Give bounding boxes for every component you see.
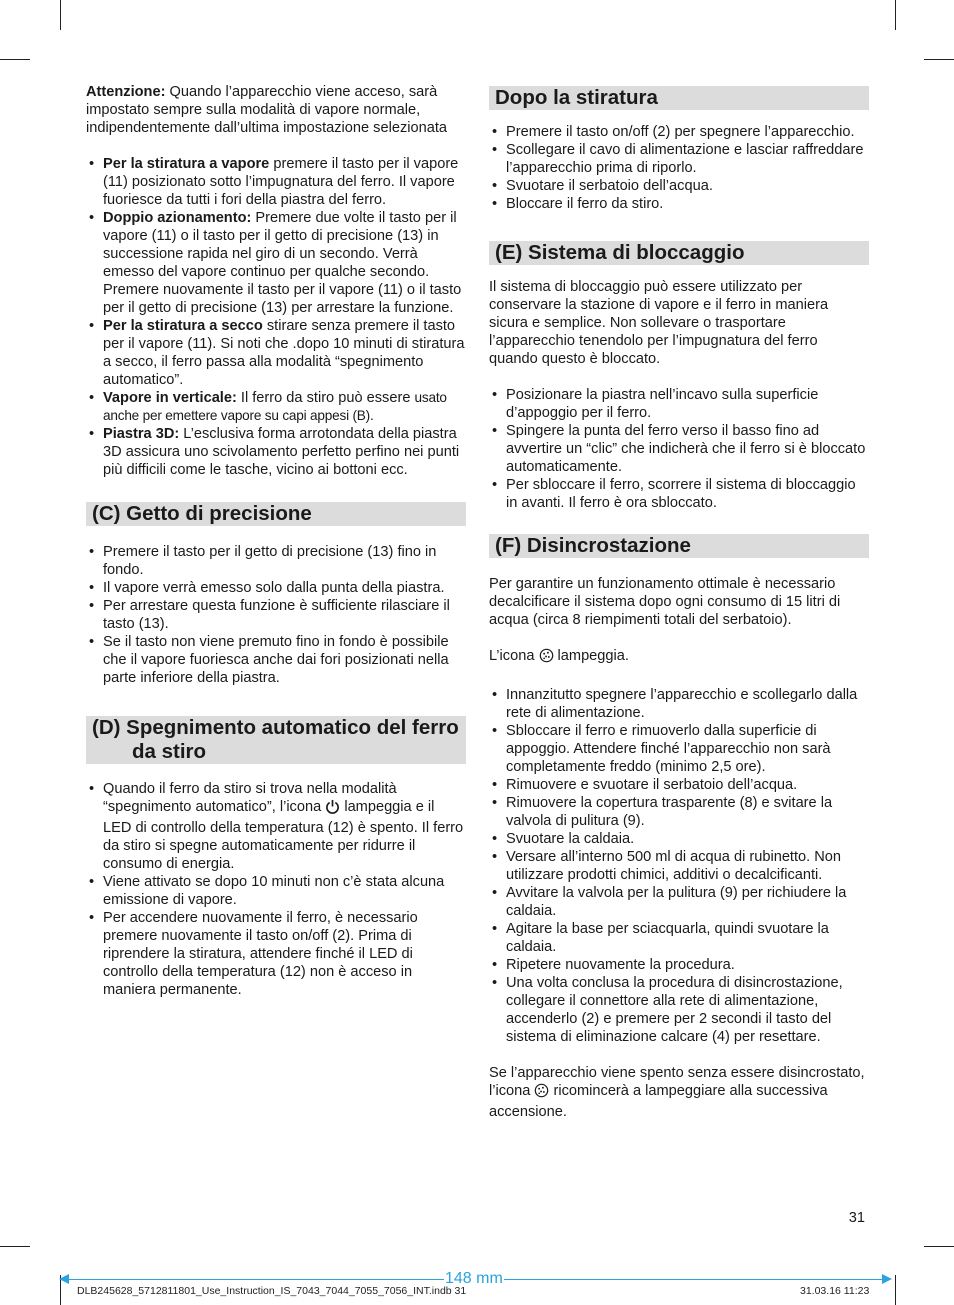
- list-item: [86, 389, 466, 425]
- section-f-outro: [489, 1064, 869, 1121]
- bullet-text: stirare senza premere il tasto per il vapore (11). Si noti che .dopo 10 minuti di stiratura a secco, il ferro passa alla modalità “spegnimento automatico”.: [103, 318, 465, 388]
- outro-text: ricomincerà a lampeggiare alla successiva accensione.: [489, 1083, 828, 1120]
- note-text: lampeggia.: [553, 648, 629, 664]
- power-icon: [325, 799, 340, 819]
- descale-icon: [539, 648, 554, 668]
- steam-bullets: [86, 155, 466, 479]
- arrow-left-icon: [59, 1274, 69, 1284]
- descale-icon-note: [489, 647, 869, 668]
- list-item: • Viene attivato se dopo 10 minuti non c’è stata alcuna emissione di vapore.: [86, 873, 466, 909]
- list-item: • Il vapore verrà emesso solo dalla punta della piastra.: [86, 579, 466, 597]
- list-item: [86, 155, 466, 209]
- list-item: [86, 209, 466, 317]
- crop-mark: [895, 0, 896, 30]
- left-column: [86, 83, 466, 999]
- list-item: • Avvitare la valvola per la pulitura (9) per richiudere la caldaia.: [489, 884, 869, 920]
- bullet-label: Per la stiratura a secco: [103, 318, 263, 334]
- section-heading-d: (D) Spegnimento automatico del ferro da stiro: [86, 716, 466, 764]
- list-item: • Svuotare la caldaia.: [489, 830, 869, 848]
- list-item: • Innanzitutto spegnere l’apparecchio e scollegarlo dalla rete di alimentazione.: [489, 686, 869, 722]
- page-number: 31: [848, 1210, 865, 1226]
- footer-file-name: DLB245628_5712811801_Use_Instruction_IS_7043_7044_7055_7056_INT.indb 31: [77, 1285, 467, 1297]
- dopo-list: [489, 123, 869, 213]
- bullet-label: Per la stiratura a vapore: [103, 156, 270, 172]
- list-item: • Una volta conclusa la procedura di disincrostazione, collegare il connettore alla rete di alimentazione, accenderlo (2) e premere per 2 secondi il tasto del sistema di eliminazione calcare (4) per resettare.: [489, 974, 869, 1046]
- list-item: • Rimuovere e svuotare il serbatoio dell’acqua.: [489, 776, 869, 794]
- bullet-text: L’esclusiva forma arrotondata della piastra 3D assicura uno scivolamento perfetto perfino nei punti più difficili come le tasche, vicino ai bottoni ecc.: [103, 426, 460, 478]
- list-item: [86, 780, 466, 873]
- list-item: • Rimuovere la copertura trasparente (8) e svitare la valvola di pulitura (9).: [489, 794, 869, 830]
- list-item: • Sbloccare il ferro e rimuoverlo dalla superficie di appoggio. Attendere finché l’apparecchio non sarà completamente freddo (minimo 2,5 ore).: [489, 722, 869, 776]
- list-item: • Premere il tasto on/off (2) per spegnere l’apparecchio.: [489, 123, 869, 141]
- footer-date: 31.03.16 11:23: [800, 1285, 870, 1297]
- note-text: L’icona: [489, 648, 539, 664]
- bullet-label: Doppio azionamento:: [103, 210, 252, 226]
- section-e-intro: Il sistema di bloccaggio può essere utilizzato per conservare la stazione di vapore e il ferro in maniera sicura e semplice. Non sollevare o trasportare l’apparecchio tenendolo per l’impugnatura del ferro quando questo è bloccato.: [489, 279, 829, 367]
- list-item: • Premere il tasto per il getto di precisione (13) fino in fondo.: [86, 543, 466, 579]
- descale-icon: [534, 1083, 549, 1103]
- section-d-list: [86, 780, 466, 999]
- measure-label: 148 mm: [445, 1270, 503, 1287]
- attention-text: Quando l’apparecchio viene acceso, sarà impostato sempre sulla modalità di vapore normale, indipendentemente dall’ultima impostazione selezionata: [86, 84, 448, 136]
- section-c-list: [86, 543, 466, 687]
- item-text: Quando il ferro da stiro si trova nella modalità “spegnimento automatico”, l’icona: [103, 781, 397, 815]
- list-item: • Agitare la base per sciacquarla, quindi svuotare la caldaia.: [489, 920, 869, 956]
- section-f-intro: Per garantire un funzionamento ottimale è necessario decalcificare il sistema dopo ogni consumo di 15 litri di acqua (circa 8 riempimenti totali del serbatoio).: [489, 576, 841, 628]
- list-item: • Spingere la punta del ferro verso il basso fino ad avvertire un “clic” che indicherà che il ferro si è bloccato automaticamente.: [489, 422, 869, 476]
- section-e-list: [489, 386, 869, 512]
- list-item: • Versare all’interno 500 ml di acqua di rubinetto. Non utilizzare prodotti chimici, additivi o decalcificanti.: [489, 848, 869, 884]
- list-item: [86, 317, 466, 389]
- list-item: • Se il tasto non viene premuto fino in fondo è possibile che il vapore fuoriesca anche dai fori posizionati nella parte inferiore della piastra.: [86, 633, 466, 687]
- attention-note: [86, 83, 466, 137]
- list-item: • Svuotare il serbatoio dell’acqua.: [489, 177, 869, 195]
- outro-text: Se l’apparecchio viene spento senza essere disincrostato, l’icona: [489, 1065, 865, 1099]
- bullet-label: Vapore in verticale:: [103, 390, 237, 406]
- list-item: • Per arrestare questa funzione è sufficiente rilasciare il tasto (13).: [86, 597, 466, 633]
- list-item: [86, 425, 466, 479]
- crop-mark: [924, 1246, 954, 1247]
- section-f-list: [489, 686, 869, 1046]
- crop-mark: [60, 0, 61, 30]
- list-item: • Posizionare la piastra nell’incavo sulla superficie d’appoggio per il ferro.: [489, 386, 869, 422]
- bullet-text: Premere due volte il tasto per il vapore (11) o il tasto per il getto di precisione (13) in successione rapida nel giro di un secondo. Verrà emesso del vapore continuo per qualche secondo. Premere nuovamente il tasto per il vapore (11) o il tasto per il getto di precisione (13) per arrestare la funzione.: [103, 210, 462, 316]
- list-item: • Per accendere nuovamente il ferro, è necessario premere nuovamente il tasto on/off (2). Prima di riprendere la stiratura, attendere finché il LED di controllo della temperatura (12) non è acceso in maniera permanente.: [86, 909, 466, 999]
- list-item: • Ripetere nuovamente la procedura.: [489, 956, 869, 974]
- list-item: • Scollegare il cavo di alimentazione e lasciar raffreddare l’apparecchio prima di riporlo.: [489, 141, 869, 177]
- section-heading-dopo: Dopo la stiratura: [489, 86, 869, 110]
- arrow-right-icon: [882, 1274, 892, 1284]
- section-heading-f: (F) Disincrostazione: [489, 534, 869, 558]
- bullet-label: Piastra 3D:: [103, 426, 180, 442]
- list-item: • Bloccare il ferro da stiro.: [489, 195, 869, 213]
- list-item: • Per sbloccare il ferro, scorrere il sistema di bloccaggio in avanti. Il ferro è ora sbloccato.: [489, 476, 869, 512]
- crop-mark: [0, 1246, 30, 1247]
- bullet-text: Il ferro da stiro può essere: [236, 390, 411, 406]
- crop-mark: [895, 1275, 896, 1305]
- bullet-text-small: usato anche per emettere vapore su capi appesi (B).: [103, 390, 447, 423]
- section-heading-e: (E) Sistema di bloccaggio: [489, 241, 869, 265]
- right-column: [489, 86, 869, 1121]
- section-heading-c: (C) Getto di precisione: [86, 502, 466, 526]
- bullet-text: premere il tasto per il vapore (11) posizionato sotto l’impugnatura del ferro. Il vapore fuoriesce da tutti i fori della piastra del ferro.: [103, 156, 459, 208]
- crop-mark: [924, 59, 954, 60]
- crop-mark: [0, 59, 30, 60]
- attention-label: Attenzione:: [86, 84, 166, 100]
- item-text: lampeggia e il LED di controllo della temperatura (12) è spento. Il ferro da stiro si spegne automaticamente per ridurre il consumo di energia.: [103, 799, 464, 872]
